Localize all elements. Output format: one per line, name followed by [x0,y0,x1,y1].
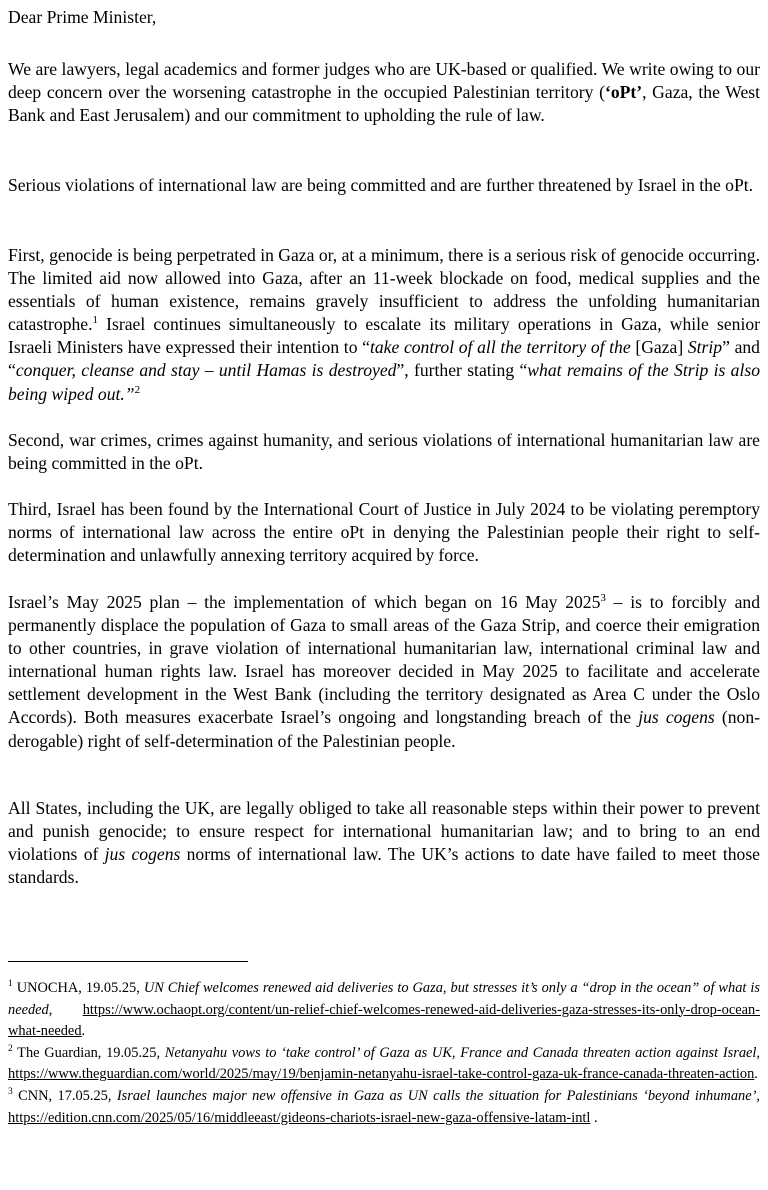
footnote-2 [8,1043,760,1086]
footnote-1-link[interactable]: https://www.ochaopt.org/content/un-relief-chief-welcomes-renewed-aid-deliveries-gaza-stresses-its-only-drop-ocean-what-needed [8,1001,760,1040]
footnote-3 [8,1086,760,1129]
genocide-text-f: ” and “ [8,337,760,381]
genocide-quote-2: conquer, cleanse and stay – until Hamas is destroyed [15,360,397,381]
footnote-1-number: 1 [8,979,13,990]
footnote-2-source: The Guardian, 19.05.25, [12,1044,165,1061]
paragraph-icj: Third, Israel has been found by the International Court of Justice in July 2024 to be violating peremptory norms of international law across the entire oPt in denying the Palestinian people their right to self-determination and unlawfully annexing territory acquired by force. [8,499,760,566]
genocide-text-a: First, genocide is being perpetrated in Gaza or, at a minimum, there is a serious risk of genocide occurring. The limited aid now allowed into Gaza, after an 11-week blockade on food, medical supplies and the essentials of human existence, remains gravely insufficient to address the unfolding humanitarian catastrophe. [8,245,760,335]
obligations-text-a: All States, including the UK, are legally obliged to take all reasonable steps within their power to prevent and punish genocide; to ensure respect for international humanitarian law; and to bring to an end violations of [8,798,760,865]
plan-text-a: Israel’s May 2025 plan – the implementation of which began on 16 May 2025 [8,592,601,612]
genocide-quote-1a: take control of all the territory of the [369,337,636,358]
paragraph-obligations [8,797,760,889]
footnote-3-source: CNN, 17.05.25, [12,1087,117,1104]
footnote-2-end: . [754,1066,758,1083]
plan-jus-cogens: jus cogens [638,707,715,728]
footnote-3-link[interactable]: https://edition.cnn.com/2025/05/16/middleeast/gideons-chariots-israel-new-gaza-offensive-latam-intl [8,1109,591,1126]
footnote-1-source: UNOCHA, 19.05.25, [12,980,144,996]
genocide-quote-bracket: [Gaza] [635,337,684,358]
footnote-ref-1[interactable]: 1 [92,314,99,327]
footnote-ref-2[interactable]: 2 [134,383,141,396]
genocide-quote-3: what remains of the Strip is also being wiped out.” [8,360,760,404]
footnote-1 [8,978,760,1043]
paragraph-genocide [8,244,760,406]
paragraph-violations: Serious violations of international law are being committed and are further threatened by Israel in the oPt. [8,175,754,195]
intro-opt-term: ‘oPt’ [604,82,643,103]
footnote-3-sep: , [756,1087,760,1104]
paragraph-intro [8,58,760,127]
footnote-ref-3[interactable]: 3 [600,592,606,605]
footnote-2-link[interactable]: https://www.theguardian.com/world/2025/may/19/benjamin-netanyahu-israel-take-control-gaza-uk-france-canada-threaten-action [8,1066,755,1083]
footnote-1-title: UN Chief welcomes renewed aid deliveries to Gaza, but stresses it’s only a “drop in the ocean” of what is needed [8,980,760,1018]
footnote-3-title: Israel launches major new offensive in Gaza as UN calls the situation for Palestinians ‘beyond inhumane’ [116,1087,757,1104]
paragraph-war-crimes: Second, war crimes, crimes against humanity, and serious violations of international humanitarian law are being committed in the oPt. [8,430,760,474]
footnote-1-end: . [81,1023,86,1040]
genocide-text-h: ”, further stating “ [396,360,528,381]
footnote-3-end: . [590,1109,598,1126]
obligations-jus-cogens: jus cogens [104,844,181,865]
footnote-3-number: 3 [8,1087,13,1098]
footnote-divider [8,961,248,962]
footnote-1-sep: , [48,1001,83,1018]
plan-text-d: (non-derogable) right of self-determination of the Palestinian people. [8,707,760,751]
obligations-text-c: norms of international law. The UK’s actions to date have failed to meet those standards. [8,844,760,888]
salutation: Dear Prime Minister, [8,7,157,27]
paragraph-may-plan [8,591,760,753]
genocide-text-b: Israel continues simultaneously to escalate its military operations in Gaza, while senior Israeli Ministers have expressed their intention to “ [8,314,760,358]
intro-text-a: We are lawyers, legal academics and former judges who are UK-based or qualified. We write owing to our deep concern over the worsening catastrophe in the occupied Palestinian territory ( [8,59,760,103]
footnote-2-number: 2 [8,1043,13,1054]
intro-text-c: , Gaza, the West Bank and East Jerusalem) and our commitment to upholding the rule of law. [8,82,760,126]
genocide-quote-1b: Strip [683,337,723,358]
footnote-2-title: Netanyahu vows to ‘take control’ of Gaza as UK, France and Canada threaten action against Israel, [164,1044,761,1061]
plan-text-b: – is to forcibly and permanently displace the population of Gaza to small areas of the Gaza Strip, and coerce their emigration to other countries, in grave violation of international humanitarian law, international criminal law and international human rights law. Israel has moreover decided in May 2025 to facilitate and accelerate settlement development in the West Bank (including the territory designated as Area C under the Oslo Accords). Both measures exacerbate Israel’s ongoing and longstanding breach of the [8,592,760,728]
footnotes [8,978,760,1129]
